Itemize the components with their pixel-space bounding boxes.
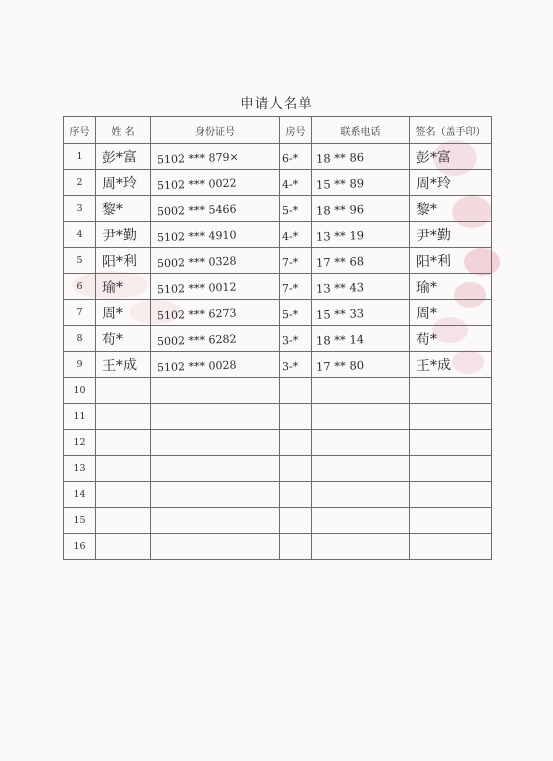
applicant-table <box>63 116 492 560</box>
phone-number-cell <box>312 248 410 274</box>
id-number-cell <box>151 378 280 404</box>
applicant-name: 周*玲 <box>101 174 138 193</box>
phone-number: 13 ** 19 <box>315 228 365 244</box>
document-title: 申请人名单 <box>240 96 313 112</box>
applicant-name: 彭*富 <box>101 148 138 167</box>
id-number-cell <box>151 430 280 456</box>
signature-cell <box>410 300 492 326</box>
phone-number-cell <box>312 378 410 404</box>
id-number-cell <box>151 352 280 378</box>
room-number-cell <box>280 508 312 534</box>
header-no: 序号 <box>64 117 96 144</box>
phone-number-cell <box>312 144 410 170</box>
row-number-cell: 13 <box>64 456 96 482</box>
room-number-cell <box>280 404 312 430</box>
room-number: 5-* <box>281 307 299 322</box>
phone-number-cell <box>312 404 410 430</box>
applicant-name: 周* <box>101 305 124 322</box>
header-tel: 联系电话 <box>312 117 410 144</box>
table-row <box>64 274 492 300</box>
applicant-name-cell <box>96 482 151 508</box>
room-number-cell <box>280 456 312 482</box>
phone-number-cell <box>312 456 410 482</box>
table-row <box>64 300 492 326</box>
signature-cell <box>410 248 492 274</box>
row-number-cell: 9 <box>64 352 96 378</box>
applicant-name-cell <box>96 196 151 222</box>
table-row <box>64 248 492 274</box>
phone-number-cell <box>312 196 410 222</box>
phone-number: 13 ** 43 <box>315 280 365 296</box>
applicant-name-cell <box>96 534 151 560</box>
id-number-cell <box>151 508 280 534</box>
id-number-cell <box>151 196 280 222</box>
table-row <box>64 170 492 196</box>
row-number-cell: 7 <box>64 300 96 326</box>
room-number-cell <box>280 430 312 456</box>
id-number: 5102 *** 0022 <box>156 176 237 193</box>
signature: 周* <box>415 305 438 322</box>
room-number-cell <box>280 196 312 222</box>
phone-number-cell <box>312 274 410 300</box>
room-number: 4-* <box>281 229 299 244</box>
row-number-cell: 15 <box>64 508 96 534</box>
applicant-name: 王*成 <box>101 356 138 375</box>
table-row <box>64 534 492 560</box>
room-number-cell <box>280 352 312 378</box>
header-name: 姓 名 <box>96 117 151 144</box>
row-number-cell: 3 <box>64 196 96 222</box>
room-number: 4-* <box>281 177 299 192</box>
room-number-cell <box>280 534 312 560</box>
table-row <box>64 482 492 508</box>
signature-cell <box>410 430 492 456</box>
signature-cell <box>410 456 492 482</box>
table-row <box>64 456 492 482</box>
phone-number-cell <box>312 482 410 508</box>
room-number-cell <box>280 300 312 326</box>
phone-number-cell <box>312 222 410 248</box>
signature-cell <box>410 170 492 196</box>
id-number: 5102 *** 4910 <box>156 228 237 245</box>
signature: 阳*利 <box>415 252 452 271</box>
id-number-cell <box>151 144 280 170</box>
applicant-name-cell <box>96 456 151 482</box>
room-number-cell <box>280 222 312 248</box>
id-number-cell <box>151 482 280 508</box>
applicant-name: 阳*利 <box>101 252 138 271</box>
row-number-cell: 4 <box>64 222 96 248</box>
id-number: 5002 *** 6282 <box>156 332 237 349</box>
signature-cell <box>410 508 492 534</box>
signature-cell <box>410 222 492 248</box>
table-header-row <box>64 117 492 144</box>
signature: 瑜* <box>415 279 438 296</box>
room-number: 7-* <box>281 281 299 296</box>
phone-number-cell <box>312 430 410 456</box>
id-number: 5002 *** 0328 <box>156 254 237 271</box>
row-number-cell: 11 <box>64 404 96 430</box>
phone-number-cell <box>312 300 410 326</box>
applicant-name-cell <box>96 508 151 534</box>
signature-cell <box>410 378 492 404</box>
id-number-cell <box>151 170 280 196</box>
applicant-name-cell <box>96 248 151 274</box>
signature-cell <box>410 144 492 170</box>
id-number: 5102 *** 6273 <box>156 306 237 323</box>
id-number-cell <box>151 326 280 352</box>
phone-number-cell <box>312 170 410 196</box>
table-row <box>64 326 492 352</box>
signature-cell <box>410 326 492 352</box>
applicant-name-cell <box>96 352 151 378</box>
phone-number: 18 ** 96 <box>315 202 365 218</box>
signature-cell <box>410 352 492 378</box>
signature-cell <box>410 534 492 560</box>
phone-number-cell <box>312 326 410 352</box>
phone-number-cell <box>312 508 410 534</box>
applicant-name-cell <box>96 430 151 456</box>
room-number: 6-* <box>281 151 299 166</box>
id-number: 5002 *** 5466 <box>156 202 237 219</box>
table-row <box>64 508 492 534</box>
id-number-cell <box>151 248 280 274</box>
applicant-name-cell <box>96 326 151 352</box>
id-number: 5102 *** 0028 <box>156 358 237 375</box>
room-number-cell <box>280 248 312 274</box>
applicant-name-cell <box>96 378 151 404</box>
applicant-name: 尹*勤 <box>101 226 138 245</box>
phone-number: 15 ** 89 <box>315 176 365 192</box>
applicant-name-cell <box>96 144 151 170</box>
applicant-name-cell <box>96 274 151 300</box>
applicant-name: 黎* <box>101 201 124 218</box>
row-number-cell: 14 <box>64 482 96 508</box>
applicant-name-cell <box>96 300 151 326</box>
table-row <box>64 196 492 222</box>
room-number-cell <box>280 274 312 300</box>
room-number-cell <box>280 482 312 508</box>
header-room: 房号 <box>280 117 312 144</box>
room-number-cell <box>280 326 312 352</box>
row-number-cell: 16 <box>64 534 96 560</box>
id-number-cell <box>151 404 280 430</box>
row-number-cell: 5 <box>64 248 96 274</box>
id-number-cell <box>151 456 280 482</box>
id-number-cell <box>151 274 280 300</box>
signature: 彭*富 <box>415 148 452 167</box>
signature: 王*成 <box>415 356 452 375</box>
phone-number-cell <box>312 352 410 378</box>
room-number-cell <box>280 144 312 170</box>
phone-number: 17 ** 80 <box>315 358 365 374</box>
room-number-cell <box>280 170 312 196</box>
row-number-cell: 1 <box>64 144 96 170</box>
room-number: 3-* <box>281 359 299 374</box>
id-number: 5102 *** 0012 <box>156 280 237 297</box>
table-row <box>64 430 492 456</box>
signature-cell <box>410 404 492 430</box>
applicant-name-cell <box>96 170 151 196</box>
table-row <box>64 222 492 248</box>
signature-cell <box>410 196 492 222</box>
row-number-cell: 10 <box>64 378 96 404</box>
applicant-name: 瑜* <box>101 279 124 296</box>
phone-number: 15 ** 33 <box>315 306 365 322</box>
row-number-cell: 6 <box>64 274 96 300</box>
room-number: 7-* <box>281 255 299 270</box>
signature: 周*玲 <box>415 174 452 193</box>
signature: 黎* <box>415 201 438 218</box>
signature: 尹*勤 <box>415 226 452 245</box>
id-number-cell <box>151 534 280 560</box>
row-number-cell: 2 <box>64 170 96 196</box>
table-body <box>64 144 492 560</box>
phone-number: 18 ** 86 <box>315 150 365 166</box>
table-row <box>64 352 492 378</box>
id-number-cell <box>151 222 280 248</box>
table-row <box>64 378 492 404</box>
table-row <box>64 144 492 170</box>
signature-cell <box>410 482 492 508</box>
id-number: 5102 *** 879× <box>156 150 239 167</box>
header-id: 身份证号 <box>151 117 280 144</box>
signature-cell <box>410 274 492 300</box>
header-sign: 签名（盖手印） <box>410 117 492 144</box>
signature: 苟* <box>415 331 438 348</box>
phone-number: 17 ** 68 <box>315 254 365 270</box>
row-number-cell: 8 <box>64 326 96 352</box>
room-number: 3-* <box>281 333 299 348</box>
applicant-name-cell <box>96 222 151 248</box>
room-number: 5-* <box>281 203 299 218</box>
applicant-name-cell <box>96 404 151 430</box>
applicant-name: 苟* <box>101 331 124 348</box>
phone-number-cell <box>312 534 410 560</box>
room-number-cell <box>280 378 312 404</box>
row-number-cell: 12 <box>64 430 96 456</box>
phone-number: 18 ** 14 <box>315 332 365 348</box>
id-number-cell <box>151 300 280 326</box>
table-row <box>64 404 492 430</box>
